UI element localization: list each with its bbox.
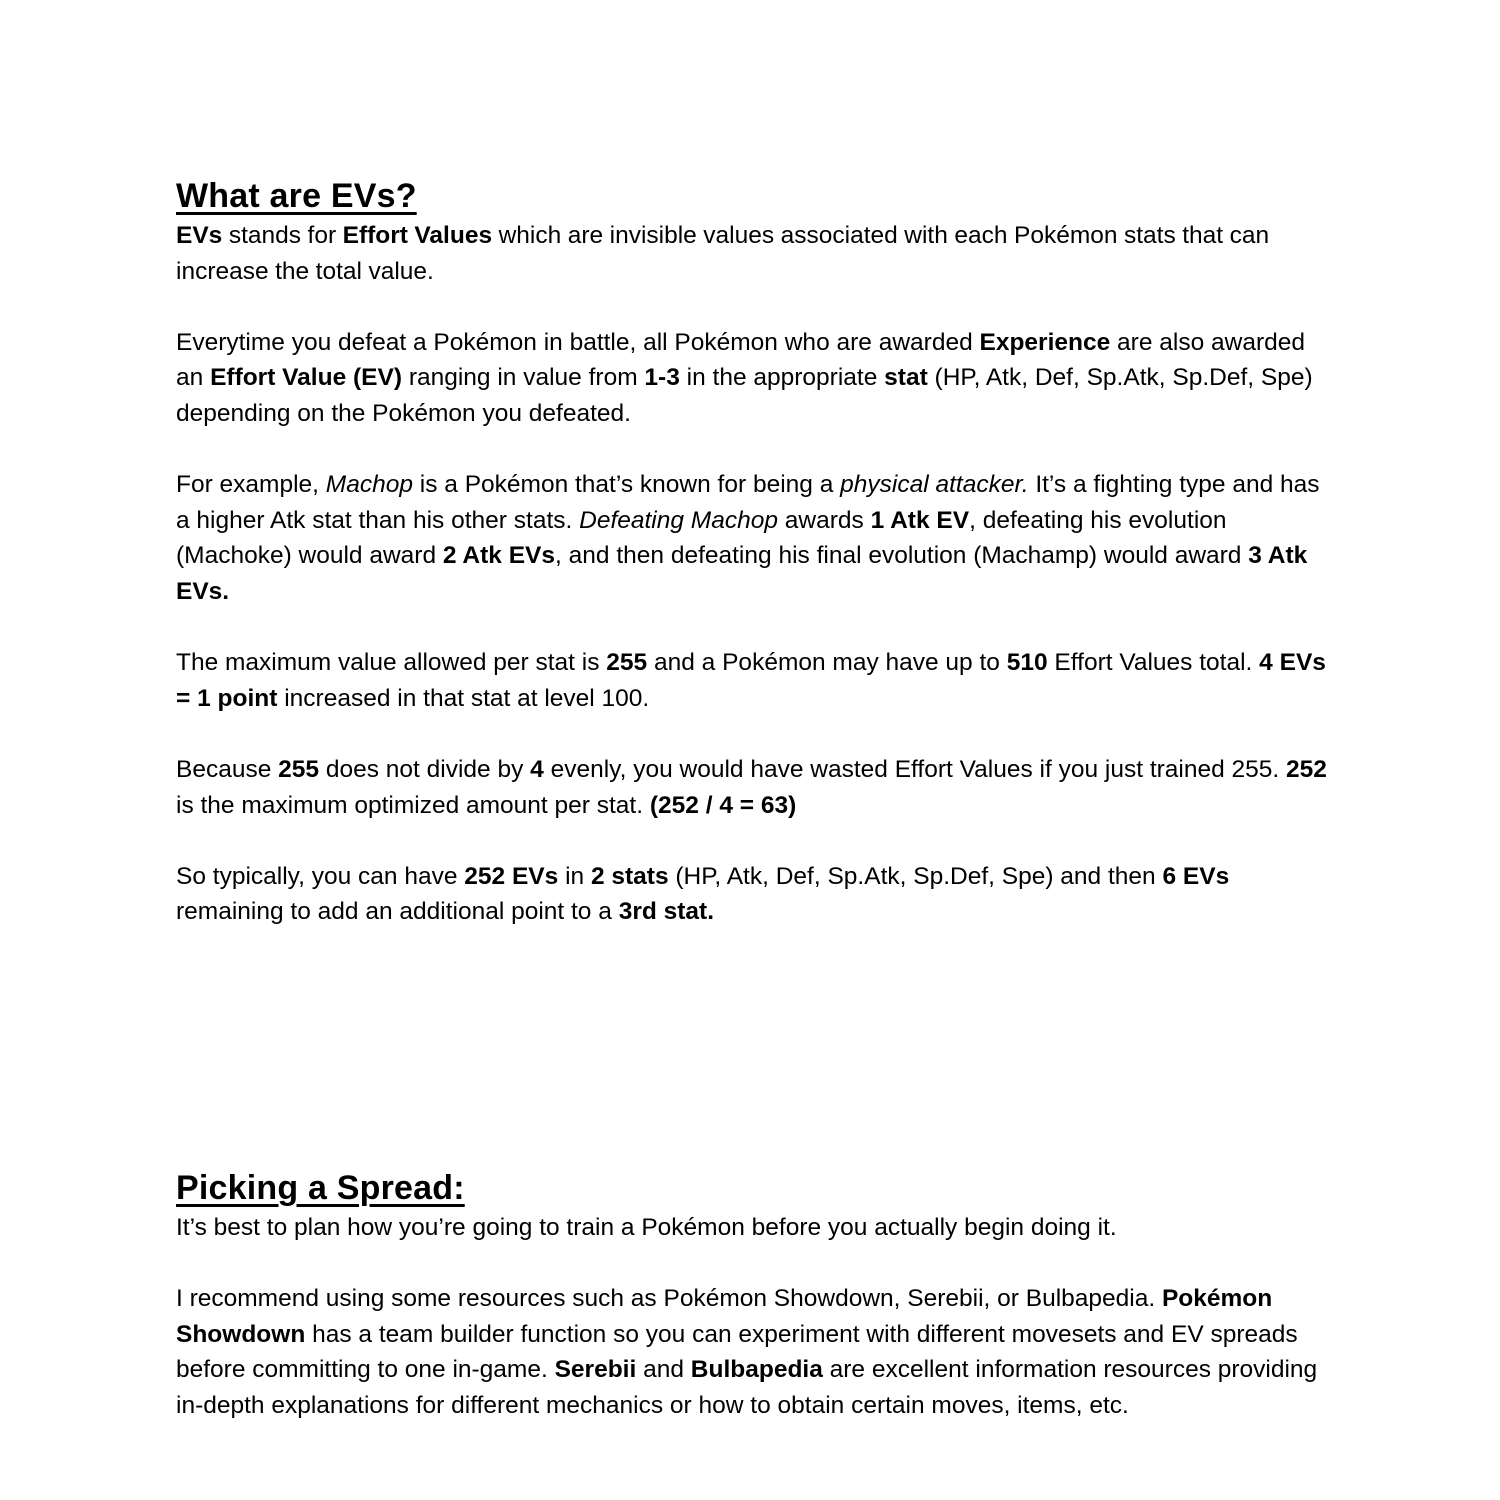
text-run: (HP, Atk, Def, Sp.Atk, Sp.Def, Spe) and then xyxy=(668,862,1163,890)
italic-text: Defeating Machop xyxy=(579,506,778,534)
text-run: is a Pokémon that’s known for being a xyxy=(412,471,841,499)
bold-text: (252 / 4 = 63) xyxy=(649,791,797,819)
text-run: has a team builder function so you can experiment with different movesets and EV spreads before committing to one in-game. xyxy=(176,1320,1298,1384)
text-run: For example, xyxy=(176,471,326,499)
paragraph xyxy=(176,1281,1336,1423)
italic-text: physical attacker. xyxy=(840,471,1029,499)
bold-text: Experience xyxy=(979,328,1111,356)
bold-text: Pokémon Showdown xyxy=(176,1285,1273,1348)
text-run: is the maximum optimized amount per stat. xyxy=(176,791,650,819)
text-run: awards xyxy=(777,506,871,534)
text-run: Because xyxy=(176,755,279,783)
bold-text: 252 xyxy=(1286,755,1327,783)
text-run: does not divide by xyxy=(319,755,531,783)
bold-text: EVs xyxy=(176,222,223,249)
bold-text: 2 stats xyxy=(590,862,669,890)
text-run: are excellent information resources providing in-depth explanations for different mechanics or how to obtain certain moves, items, etc. xyxy=(176,1356,1318,1419)
paragraph xyxy=(176,859,1336,930)
bold-text: Effort Value (EV) xyxy=(210,364,403,392)
bold-text: 2 Atk EVs xyxy=(442,542,556,570)
bold-text: 255 xyxy=(278,755,320,783)
bold-text: 255 xyxy=(606,649,648,677)
bold-text: Serebii xyxy=(554,1356,637,1384)
text-run: I recommend using some resources such as Pokémon Showdown, Serebii, or Bulbapedia. xyxy=(176,1285,1162,1313)
bold-text: 252 EVs xyxy=(464,862,559,890)
bold-text: 3 Atk EVs. xyxy=(176,542,1308,605)
paragraph xyxy=(176,218,1336,289)
paragraph xyxy=(176,325,1336,432)
bold-text: stat xyxy=(884,364,928,392)
text-run: The maximum value allowed per stat is xyxy=(176,649,607,677)
text-run: It’s a fighting type and has a higher Atk stat than his other stats. xyxy=(176,471,1320,534)
section-heading: What are EVs? xyxy=(176,177,417,215)
italic-text: Machop xyxy=(325,471,413,499)
text-run: evenly, you would have wasted Effort Values if you just trained 255. xyxy=(543,755,1287,783)
paragraph xyxy=(176,467,1336,609)
bold-text: 1 Atk EV xyxy=(870,506,970,534)
text-run: which are invisible values associated with each Pokémon stats that can increase the total value. xyxy=(176,222,1270,285)
section-picking-a-spread xyxy=(176,1166,1336,1424)
bold-text: 4 xyxy=(530,755,544,783)
text-run: It’s best to plan how you’re going to train a Pokémon before you actually begin doing it. xyxy=(176,1214,1117,1241)
bold-text: 3rd stat. xyxy=(618,898,714,926)
text-run: remaining to add an additional point to a xyxy=(176,898,619,926)
text-run: Everytime you defeat a Pokémon in battle, all Pokémon who are awarded xyxy=(176,328,980,356)
bold-text: 6 EVs xyxy=(1162,862,1230,890)
text-run: Effort Values total. xyxy=(1047,649,1260,677)
text-run: ranging in value from xyxy=(402,364,645,392)
text-run: stands for xyxy=(222,222,343,249)
text-run: , and then defeating his final evolution (Machamp) would award xyxy=(555,542,1249,570)
bold-text: 1-3 xyxy=(644,364,680,392)
bold-text: 4 EVs = 1 point xyxy=(176,649,1326,712)
text-run: are also awarded an xyxy=(176,328,1306,392)
text-run: (HP, Atk, Def, Sp.Atk, Sp.Def, Spe) depending on the Pokémon you defeated. xyxy=(176,364,1313,427)
paragraph xyxy=(176,1210,1336,1246)
section-what-are-evs xyxy=(176,174,1336,930)
text-run: in the appropriate xyxy=(679,364,885,392)
bold-text: Bulbapedia xyxy=(690,1356,823,1384)
bold-text: 510 xyxy=(1006,649,1048,677)
text-run: and a Pokémon may have up to xyxy=(647,649,1007,677)
text-run: and xyxy=(636,1356,691,1384)
text-run: in xyxy=(558,862,591,890)
text-run: So typically, you can have xyxy=(176,862,465,890)
paragraph xyxy=(176,645,1336,716)
paragraph xyxy=(176,752,1336,823)
text-run: increased in that stat at level 100. xyxy=(277,684,650,712)
text-run: , defeating his evolution (Machoke) would award xyxy=(176,506,1227,570)
bold-text: Effort Values xyxy=(342,222,493,249)
section-heading: Picking a Spread: xyxy=(176,1169,465,1207)
